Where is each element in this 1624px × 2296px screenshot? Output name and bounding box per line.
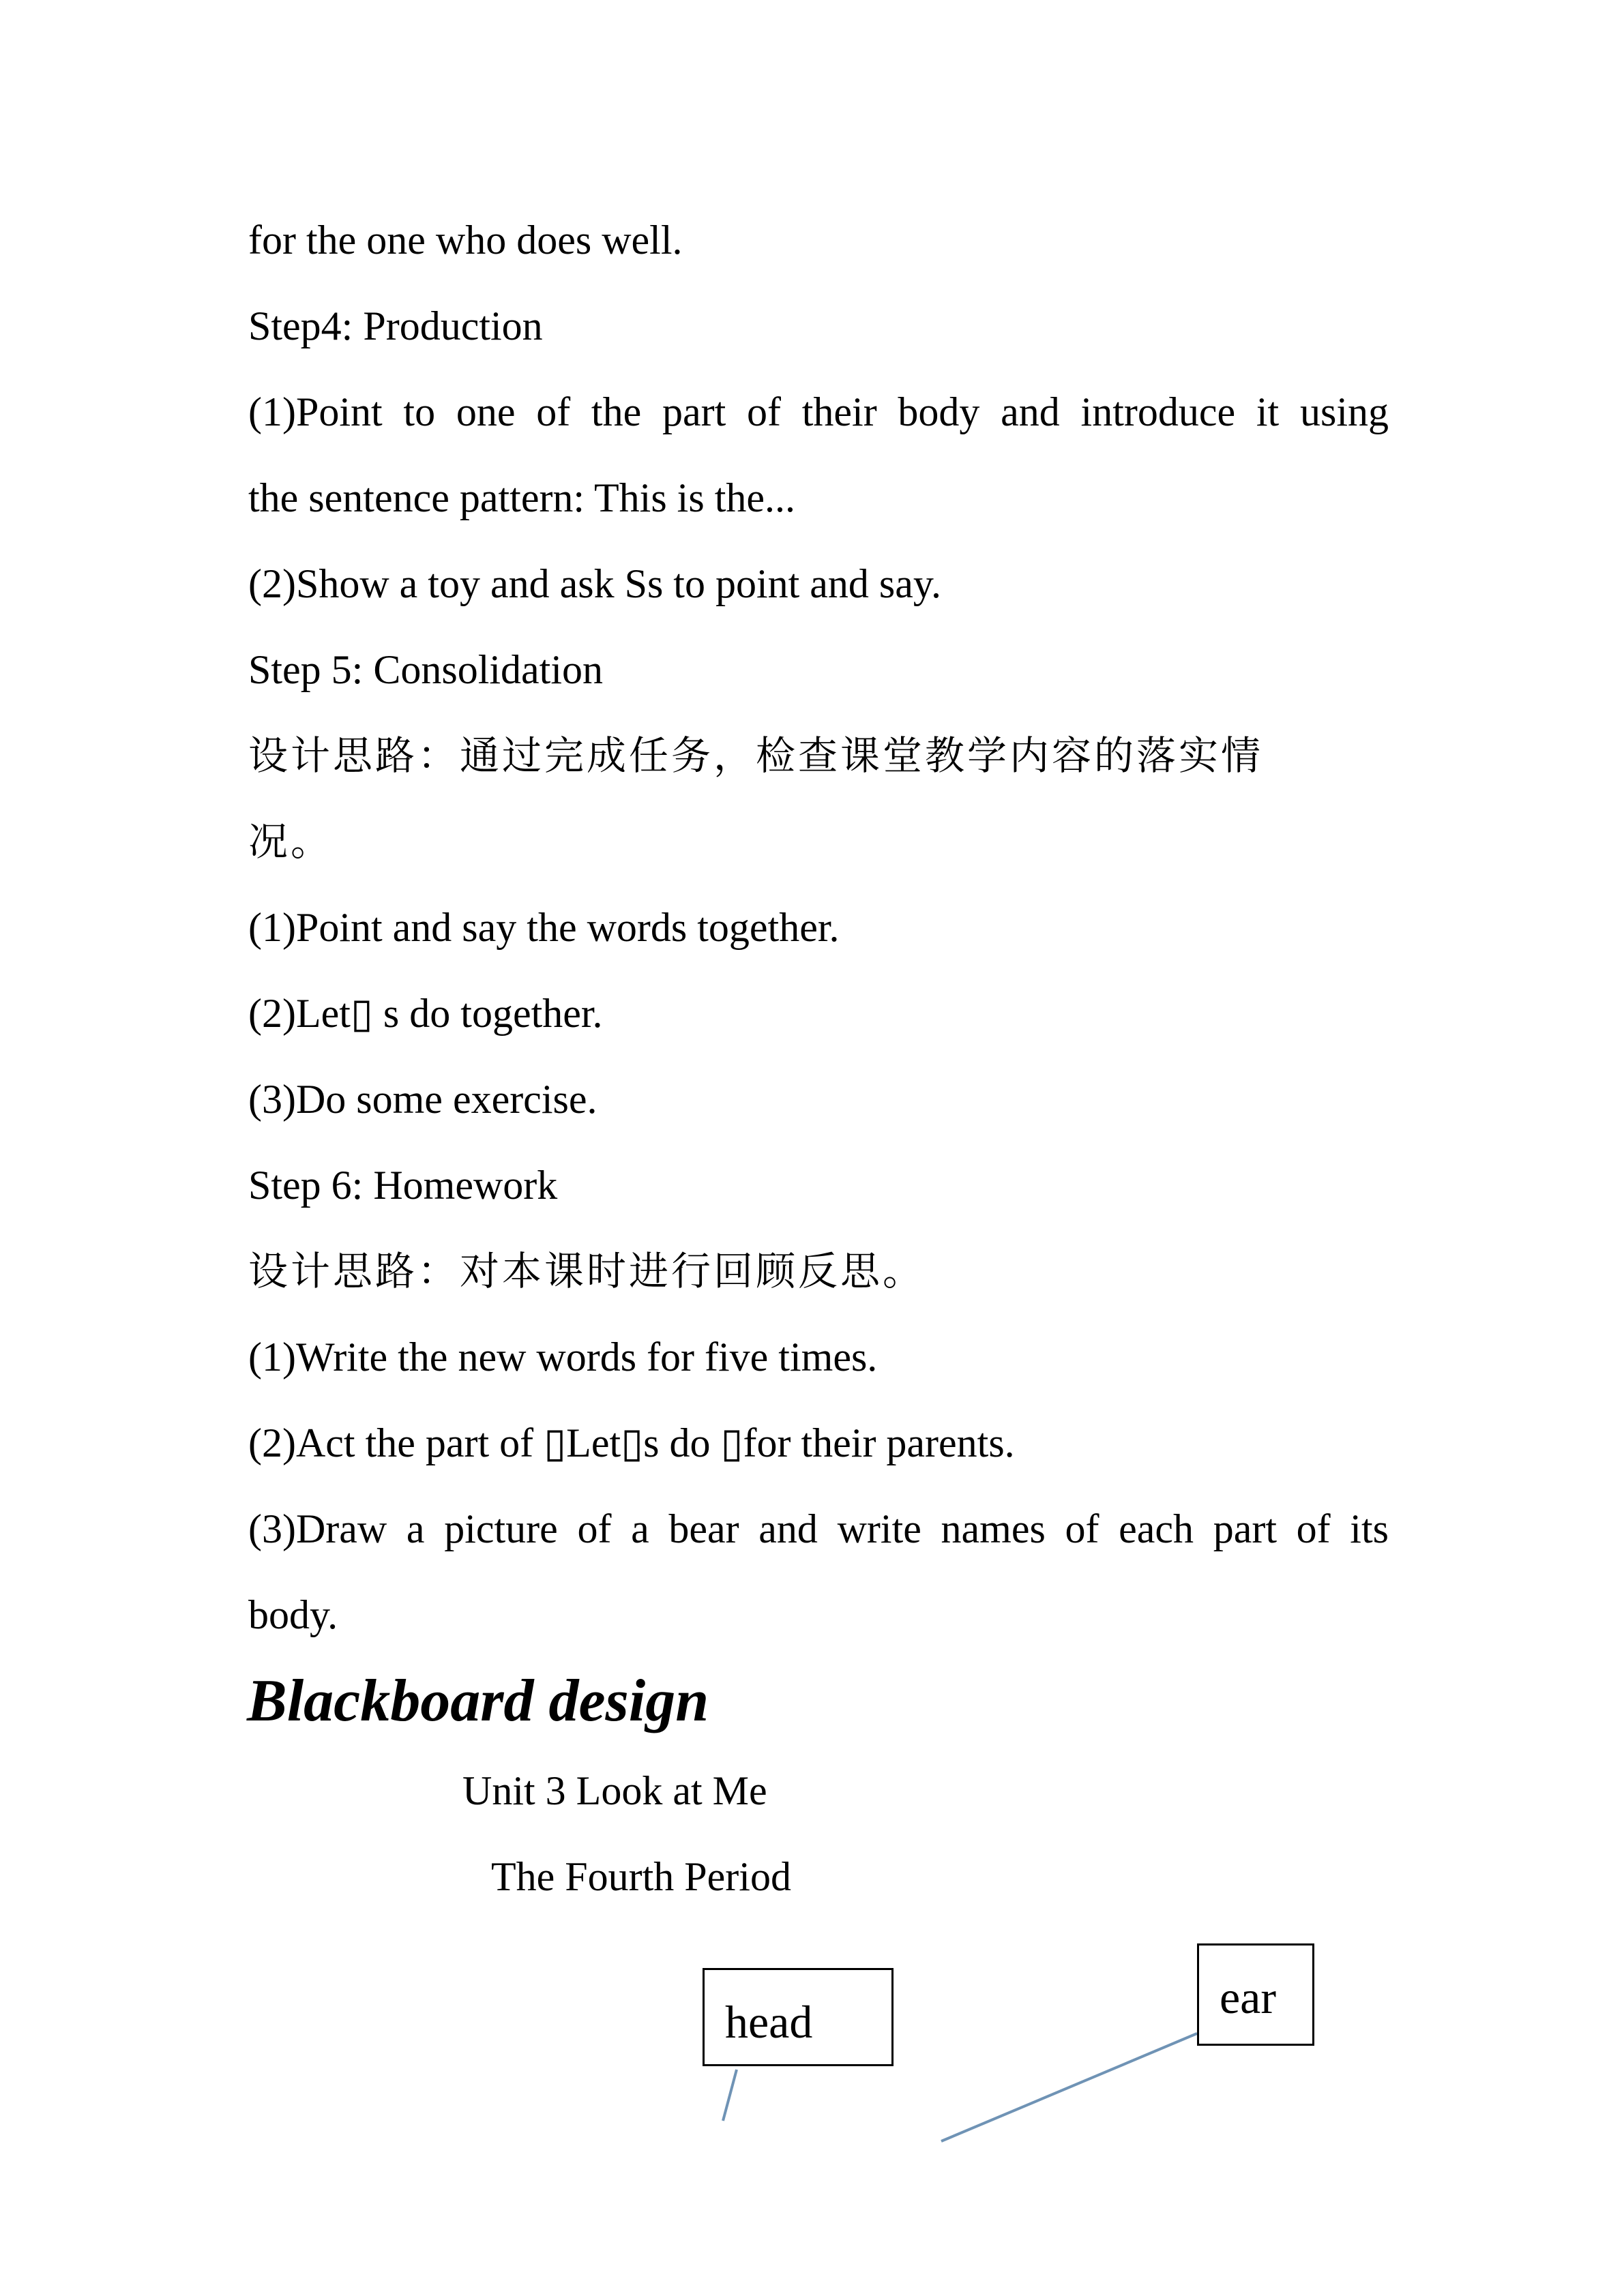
head-connector-line xyxy=(723,2070,737,2121)
text-line-4: the sentence pattern: This is the... xyxy=(248,475,796,520)
step4-heading: Step4: Production xyxy=(248,303,543,348)
blackboard-design-heading: Blackboard design xyxy=(247,1668,709,1734)
text-line-11: (3)Do some exercise. xyxy=(248,1077,597,1122)
text-line-10: (2)Let▯ s do together. xyxy=(248,991,603,1036)
ear-connector-line xyxy=(941,2033,1197,2141)
ear-label: ear xyxy=(1220,1971,1277,2023)
head-label-box xyxy=(703,1968,894,2066)
text-line-9: (1)Point and say the words together. xyxy=(248,905,840,950)
text-line-3: (1)Point to one of the part of their body and introduce it using xyxy=(248,389,1389,434)
step6-heading: Step 6: Homework xyxy=(248,1163,558,1208)
text-line-15: (2)Act the part of ▯Let▯s do ▯for their parents. xyxy=(248,1420,1015,1465)
design-idea-step6: 设计思路：对本课时进行回顾反思。 xyxy=(248,1248,926,1294)
design-idea-step5: 设计思路：通过完成任务，检查课堂教学内容的落实情 xyxy=(248,732,1264,779)
text-line-16: (3)Draw a picture of a bear and write names of each part of its xyxy=(248,1506,1389,1551)
head-label: head xyxy=(725,1996,813,2048)
text-line-5: (2)Show a toy and ask Ss to point and say. xyxy=(248,561,942,606)
text-line-1: for the one who does well. xyxy=(248,218,683,263)
text-line-14: (1)Write the new words for five times. xyxy=(248,1335,878,1380)
ear-label-box xyxy=(1197,1943,1314,2046)
text-line-17: body. xyxy=(248,1592,338,1637)
unit-title: Unit 3 Look at Me xyxy=(462,1768,767,1813)
period-title: The Fourth Period xyxy=(491,1854,791,1899)
step5-heading: Step 5: Consolidation xyxy=(248,647,604,692)
design-idea-step5-cont: 况。 xyxy=(248,818,334,865)
